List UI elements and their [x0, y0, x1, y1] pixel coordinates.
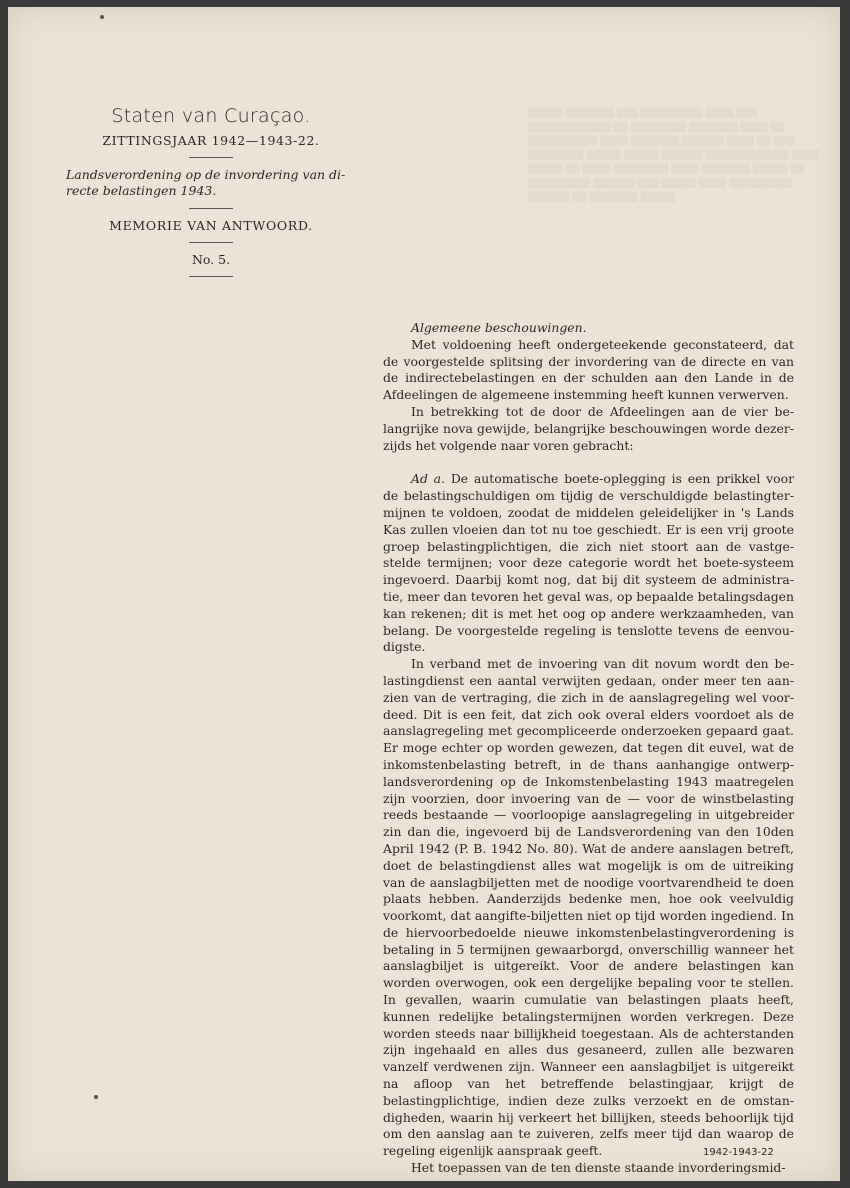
ordinance-title-line-1: Landsverordening op de invordering van di- [66, 167, 346, 182]
paragraph: In betrekking tot de door de Afdeelingen aan de vier belangrijke nova gewijde, belangrijke beschouwingen worde dezerzijds het volgende naar voren gebracht: [383, 403, 794, 453]
document-header [66, 105, 356, 286]
paragraph: Met voldoening heeft ondergeteekende geconstateerd, dat de voorgestelde splitsing der invordering van de directe en van de indirectebelastingen en der schulden aan den Lande in de Afdeelingen de algemeene instemming heeft kunnen verwerven. [383, 336, 794, 403]
divider [189, 276, 233, 277]
section-title: Algemeene beschouwingen. [411, 320, 587, 335]
ink-speck [100, 15, 104, 19]
body-text-column [383, 320, 794, 1177]
ordinance-title [66, 167, 356, 199]
footer-document-code: 1942-1943-22 [703, 1147, 774, 1158]
document-page [8, 7, 840, 1181]
bleed-through-shadow: ▒▒▒▒▒ ▒▒▒▒▒▒▒ ▒▒▒ ▒▒▒▒▒▒▒▒▒ ▒▒▒▒ ▒▒▒ ▒▒▒▒▒▒▒▒▒▒▒▒ ▒▒ ▒▒▒▒▒▒▒▒ ▒▒▒▒▒▒▒ ▒▒▒▒ ▒▒ ▒▒▒▒▒▒▒▒▒▒ ▒▒▒▒ ▒▒▒▒▒▒▒ ▒▒▒▒▒▒ ▒▒▒▒ ▒▒ ▒▒▒ ▒▒▒▒▒▒▒▒ ▒▒▒▒▒ ▒▒▒▒▒ ▒▒▒▒▒▒ ▒▒▒▒▒▒▒▒▒▒▒▒ ▒▒▒▒ ▒▒▒▒▒ ▒▒ ▒▒▒▒ ▒▒▒▒▒▒▒▒ ▒▒▒▒ ▒▒▒▒▒▒▒ ▒▒▒▒▒ ▒▒ ▒▒▒▒▒▒▒▒▒ ▒▒▒▒▒▒ ▒▒▒ ▒▒▒▒▒ ▒▒▒▒ ▒▒▒▒▒▒▒▒▒ ▒▒▒▒▒▒ ▒▒ ▒▒▒▒▒▒▒ ▒▒▒▒▒ [528, 109, 820, 203]
item-a-text: De automatische boete-oplegging is een prikkel voor de belastingschuldigen om tijdig de verschuldigde belastingtermijnen te voldoen, zoodat de middelen geleidelijker in 's Lands Kas zullen vloeien dan tot nu toe geschiedt. Er is een vrij groote groep belastingplichtigen, die zich niet stoort aan de vastgestelde termijnen; voor deze categorie wordt het boete-systeem ingevoerd. Daarbij komt nog, dat bij dit systeem de administratie, meer dan tevoren het geval was, op bepaalde betalingsdagen kan rekenen; dit is met het oog op andere werkzaamheden, van belang. De voorgestelde regeling is tenslotte tevens de eenvoudigste. [383, 471, 794, 655]
paragraph: In verband met de invoering van dit novum wordt den belastingdienst een aantal verwijten gedaan, onder meer ten aanzien van de vertraging, die zich in de aanslagregeling wel voordeed. Dit is een feit, dat zich ook overal elders voordoet als de aanslagregeling met gecompliceerde onderzoeken gepaard gaat. Er moge echter op worden gewezen, dat tegen dit euvel, wat de inkomstenbelasting betreft, in de thans aanhangige ontwerplandsverordening op de Inkomstenbelasting 1943 maatregelen zijn voorzien, door invoering van de — voor de winstbelasting reeds bestaande — voorloopige aanslagregeling in uitgebreider zin dan die, ingevoerd bij de Landsverordening van den 10den April 1942 (P. B. 1942 No. 80). Wat de andere aanslagen betreft, doet de belastingdienst alles wat mogelijk is om de uitreiking van de aanslagbiljetten met de noodige voortvarendheid te doen plaats hebben. Aanderzijds bedenke men, hoe ook veelvuldig voorkomt, dat aangifte-biljetten niet op tijd worden ingediend. In de hiervoorbedoelde nieuwe inkomstenbelastingverordening is betaling in 5 termijnen gewaarborgd, onverschillig wanneer het aanslagbiljet is uitgereikt. Voor de andere belastingen kan worden overwogen, ook een dergelijke bepaling voor te stellen. In gevallen, waarin cumulatie van belastingen plaats heeft, kunnen redelijke betalingstermijnen worden verkregen. Deze worden steeds naar billijkheid toegestaan. Als de achterstanden zijn ingehaald en alles dus gesaneerd, zullen alle bezwaren vanzelf verdwenen zijn. Wanneer een aanslagbiljet is uitgereikt na afloop van het betreffende belastingjaar, krijgt de belastingplichtige, indien deze zulks verzoekt en de omstandigheden, waarin hij verkeert het billijken, steeds behoorlijk tijd om den aanslag aan te zuiveren, zelfs meer tijd dan waarop de regeling eigenlijk aanspraak geeft. [383, 656, 794, 1159]
divider [189, 242, 233, 243]
paragraph-item-a [383, 471, 794, 656]
session-year: ZITTINGSJAAR 1942—1943-22. [102, 133, 320, 148]
document-type: MEMORIE VAN ANTWOORD. [109, 218, 313, 233]
item-label: Ad a. [411, 471, 446, 487]
ordinance-title-line-2: recte belastingen 1943. [66, 183, 217, 198]
assembly-title: Staten van Curaçao. [111, 105, 311, 127]
divider [189, 157, 233, 158]
paragraph: Het toepassen van de ten dienste staande invorderingsmid- [411, 1160, 786, 1176]
paragraph-gap [383, 454, 794, 471]
divider [189, 208, 233, 209]
document-number: No. 5. [191, 252, 231, 267]
ink-speck [94, 1095, 98, 1099]
